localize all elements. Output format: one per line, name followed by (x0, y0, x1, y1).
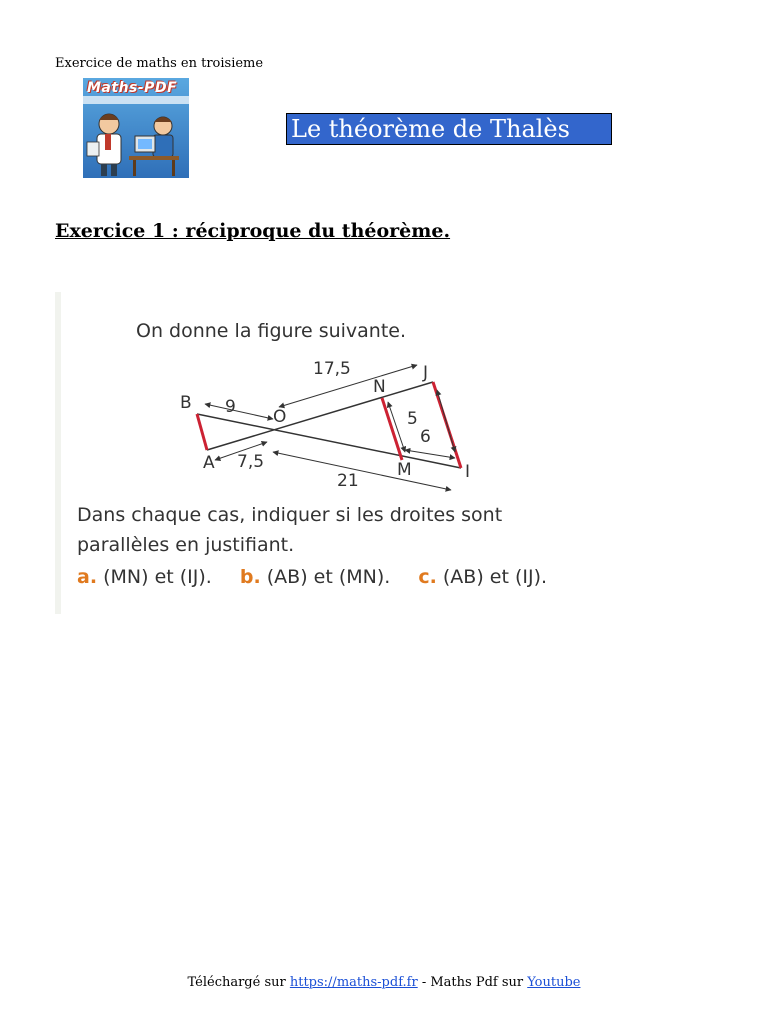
option-b (240, 566, 390, 588)
question-line-1: Dans chaque cas, indiquer si les droites sont (77, 504, 503, 526)
exercise-figure (55, 292, 595, 614)
label-point-j: J (423, 363, 429, 383)
length-oj: 17,5 (313, 359, 351, 379)
maths-pdf-logo (83, 78, 189, 178)
arrow-ai (273, 452, 451, 490)
answer-options (77, 566, 569, 588)
logo-illustration (83, 78, 189, 178)
length-ao: 7,5 (237, 452, 265, 472)
arrow-ji-horizontal (405, 450, 455, 458)
segment-ab (197, 414, 207, 450)
arrow-bo (205, 404, 273, 419)
option-c-letter: c. (418, 566, 437, 588)
document-title: Le théorème de Thalès (286, 113, 612, 145)
footer-site-link[interactable]: https://maths-pdf.fr (289, 975, 418, 990)
label-point-n: N (373, 377, 386, 397)
option-a-text: (MN) et (IJ). (103, 566, 212, 588)
label-point-b: B (180, 393, 192, 413)
length-nm: 5 (407, 409, 418, 429)
label-point-i: I (465, 462, 471, 482)
thales-diagram (55, 292, 595, 502)
length-ji: 6 (420, 427, 431, 447)
exercise-heading: Exercice 1 : réciproque du théorème. (55, 220, 451, 242)
footer-middle: - Maths Pdf sur (417, 975, 528, 990)
label-point-a: A (203, 453, 215, 473)
label-point-m: M (397, 460, 412, 480)
option-b-letter: b. (239, 566, 261, 588)
option-c (418, 566, 547, 588)
logo-brand-text: Maths-PDF (87, 80, 178, 96)
length-ai: 21 (337, 471, 359, 491)
question-line-2: parallèles en justifiant. (77, 534, 295, 556)
segment-nm (382, 398, 402, 460)
arrow-ji (437, 390, 455, 452)
option-a (77, 566, 212, 588)
header-note: Exercice de maths en troisieme (55, 56, 264, 71)
option-c-text: (AB) et (IJ). (442, 566, 548, 588)
page-footer (0, 975, 768, 990)
option-b-text: (AB) et (MN). (266, 566, 391, 588)
length-bo: 9 (225, 397, 236, 417)
figure-intro-text: On donne la figure suivante. (136, 320, 407, 342)
option-a-letter: a. (77, 566, 98, 588)
footer-prefix: Téléchargé sur (187, 975, 290, 990)
footer-youtube-link[interactable]: Youtube (527, 975, 581, 990)
label-point-o: O (273, 407, 287, 427)
